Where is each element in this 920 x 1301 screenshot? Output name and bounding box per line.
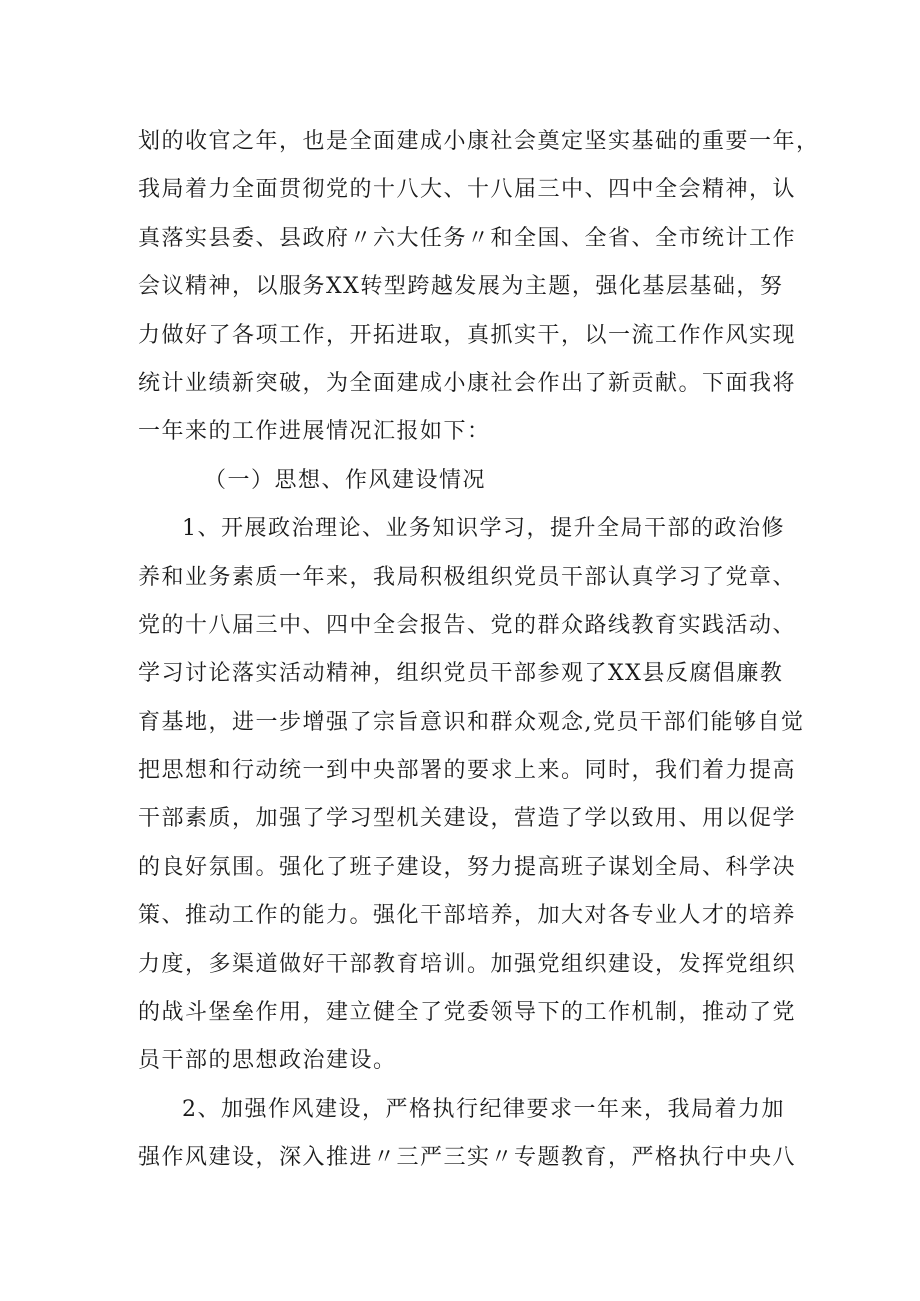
text-line: 力做好了各项工作，开拓进取，真抓实干，以一流工作作风实现	[138, 322, 797, 348]
text-line: 划的收官之年，也是全面建成小康社会奠定坚实基础的重要一年，	[138, 129, 820, 154]
text-line: 的战斗堡垒作用，建立健全了党委领导下的工作机制，推动了党	[138, 1000, 797, 1026]
text-line: 员干部的思想政治建设。	[138, 1048, 397, 1074]
text-line: 统计业绩新突破，为全面建成小康社会作出了新贡献。下面我将	[138, 370, 797, 396]
paragraph-1	[138, 505, 805, 1086]
text-line: 一年来的工作进展情况汇报如下：	[138, 419, 491, 445]
text-line: 会议精神，以服务XX转型跨越发展为主题，强化基层基础，努	[138, 274, 784, 300]
text-line: 党的十八届三中、四中全会报告、党的群众路线教育实践活动、	[138, 612, 797, 638]
text-line: 干部素质，加强了学习型机关建设，营造了学以致用、用以促学	[138, 806, 797, 832]
document-body	[138, 118, 820, 1183]
paragraph-first-line: 2、加强作风建设，严格执行纪律要求一年来，我局着力加	[182, 1096, 785, 1122]
text-line: 真落实县委、县政府〃六大任务〃和全国、全省、全市统计工作	[138, 225, 797, 251]
section-heading: （一）思想、作风建设情况	[204, 467, 487, 493]
text-line: 养和业务素质一年来，我局积极组织党员干部认真学习了党章、	[138, 564, 797, 590]
text-line: 的良好氛围。强化了班子建设，努力提高班子谋划全局、科学决	[138, 854, 797, 880]
text-line: 把思想和行动统一到中央部署的要求上来。同时，我们着力提高	[138, 758, 797, 784]
text-line: 策、推动工作的能力。强化干部培养，加大对各专业人才的培养	[138, 903, 797, 929]
text-line: 力度，多渠道做好干部教育培训。加强党组织建设，发挥党组织	[138, 951, 797, 977]
text-line: 育基地，进一步增强了宗旨意识和群众观念,党员干部们能够自觉	[138, 709, 805, 735]
paragraph-first-line: 1、开展政治理论、业务知识学习，提升全局干部的政治修	[182, 516, 785, 542]
text-line: 强作风建设，深入推进〃三严三实〃专题教育，严格执行中央八	[138, 1145, 797, 1171]
intro-paragraph	[138, 118, 820, 457]
paragraph-2	[138, 1086, 798, 1183]
text-line: 学习讨论落实活动精神，组织党员干部参观了XX县反腐倡廉教	[138, 661, 784, 687]
text-line: 我局着力全面贯彻党的十八大、十八届三中、四中全会精神，认	[138, 177, 797, 203]
